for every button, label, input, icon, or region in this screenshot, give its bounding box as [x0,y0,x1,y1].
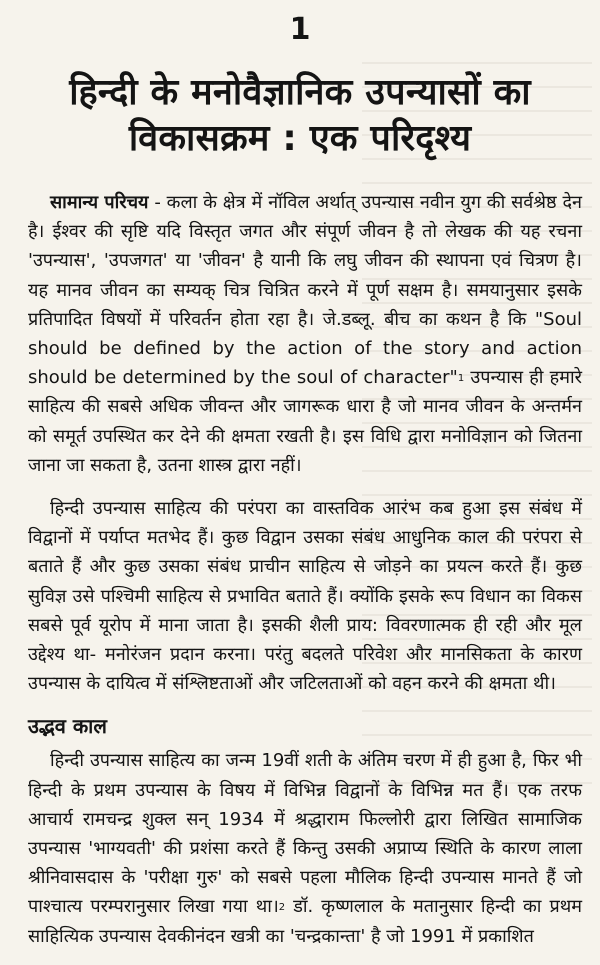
chapter-number: 1 [289,12,311,47]
chapter-title [0,70,600,162]
chapter-title-line-1: हिन्दी के मनोवैज्ञानिक उपन्यासों का [69,72,531,113]
paragraph-introduction [28,188,582,480]
paragraph-text: हिन्दी उपन्यास साहित्य का जन्म 19वीं शती के अंतिम चरण में ही हुआ है, फिर भी हिन्दी के प्रथम उपन्यास के विषय में विभिन्न विद्वानों के विभिन्न मत हैं। एक तरफ आचार्य रामचन्द्र शुक्ल सन् 1934 में श्रद्धाराम फिल्लोरी द्वारा लिखित सामाजिक उपन्यास 'भाग्यवती' की प्रशंसा करते हैं किन्तु उसकी अप्राप्य स्थिति के कारण लाला श्रीनिवासदास के 'परीक्षा गुरु' को सबसे पहला मौलिक हिन्दी उपन्यास मानते हैं जो पाश्चात्य परम्परानुसार लिखा गया था। [28,750,582,918]
section-lead-label: सामान्य परिचय [50,192,149,213]
paragraph-text: डॉ. कृष्णलाल के मतानुसार हिन्दी का प्रथम साहित्यिक उपन्यास देवकीनंदन खत्री का 'चन्द्रकान्ता' है जो 1991 में प्रकाशित [28,896,582,947]
paragraph-text: - कला के क्षेत्र में नॉविल अर्थात् उपन्यास नवीन युग की सर्वश्रेष्ठ देन है। ईश्वर की सृष्टि यदि विस्तृत जगत और संपूर्ण जीवन है तो लेखक की यह रचना 'उपन्यास', 'उपजगत' या 'जीवन' है यानी कि लघु जीवन की स्थापना एवं चित्रण है। यह मानव जीवन का सम्यक् चित्र चित्रित करने में पूर्ण सक्षम है। समयानुसार इसके प्रतिपादित विषयों में परिवर्तन होता रहा है। जे.डब्लू. बीच का कथन है कि "Soul should be defined by the action of the story and action should be determined by the soul of character" [28,192,582,389]
chapter-title-line-2: विकासक्रम : एक परिदृश्य [128,118,472,159]
section-heading: उद्भव काल [28,714,107,739]
paragraph-origin [28,746,582,950]
footnote-ref: 1 [457,373,465,385]
paragraph-text: उपन्यास ही हमारे साहित्य की सबसे अधिक जीवन्त और जागरूक धारा है जो मानव जीवन के अन्तर्मन को समूर्त उपस्थित कर देने की क्षमता रखती है। इस विधि द्वारा मनोविज्ञान को जितना जाना जा सकता है, उतना शास्त्र द्वारा नहीं। [28,367,582,476]
paragraph-tradition: हिन्दी उपन्यास साहित्य की परंपरा का वास्तविक आरंभ कब हुआ इस संबंध में विद्वानों में पर्याप्त मतभेद हैं। कुछ विद्वान उसका संबंध आधुनिक काल की परंपरा से बताते हैं और कुछ उसका संबंध प्राचीन साहित्य से जोड़ने का प्रयत्न करते हैं। कुछ सुविज्ञ उसे पश्चिमी साहित्य से प्रभावित बताते हैं। क्योंकि इसके रूप विधान का विकस सबसे पूर्व यूरोप में माना जाता है। इसकी शैली प्राय: विवरणात्मक ही रही और मूल उद्देश्य था- मनोरंजन प्रदान करना। परंतु बदलते परिवेश और मानसिकता के कारण उपन्यास के दायित्व में संश्लिष्टताओं और जटिलताओं को वहन करने की क्षमता थी। [28,498,582,695]
footnote-ref: 2 [278,902,286,914]
body-text [28,188,582,965]
